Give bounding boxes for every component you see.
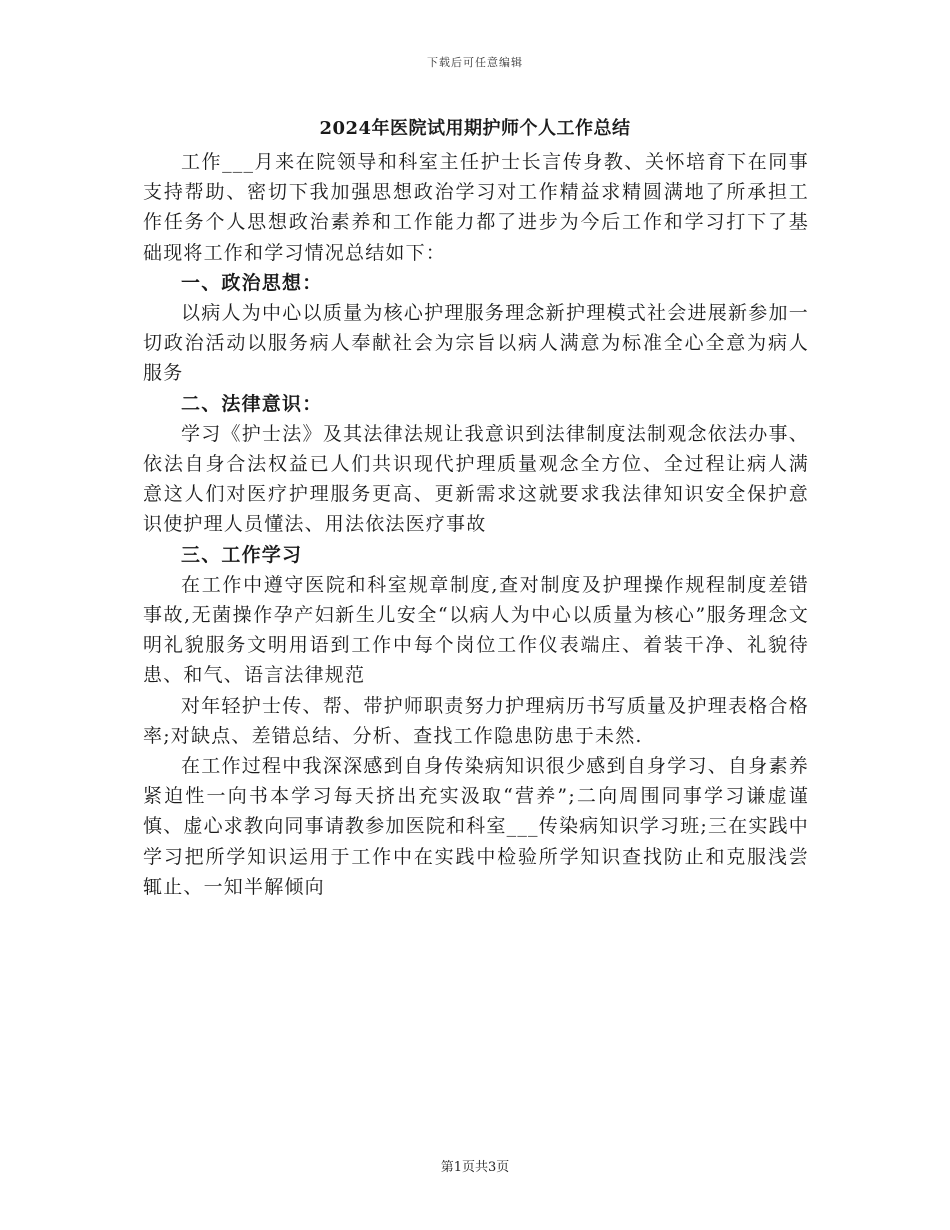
header-note: 下载后可任意编辑 bbox=[427, 56, 523, 69]
intro-paragraph: 工作___月来在院领导和科室主任护士长言传身教、关怀培育下在同事支持帮助、密切下我加强思想政治学习对工作精益求精圆满地了所承担工作任务个人思想政治素养和工作能力都了进步为今后工作和学习打下了基础现将工作和学习情况总结如下： bbox=[143, 151, 809, 264]
section-paragraph-work-study-1: 在工作中遵守医院和科室规章制度,查对制度及护理操作规程制度差错事故,无菌操作孕产妇新生儿安全“以病人为中心以质量为核心”服务理念文明礼貌服务文明用语到工作中每个岗位工作仪表端庄、着装干净、礼貌待患、和气、语言法律规范 bbox=[143, 573, 809, 687]
section-heading-work-study: 三、工作学习 bbox=[181, 543, 303, 566]
section-paragraph-work-study-3: 在工作过程中我深深感到自身传染病知识很少感到自身学习、自身素养紧迫性一向书本学习每天挤出充实汲取“营养”;二向周围同事学习谦虚谨慎、虚心求教向同事请教参加医院和科室___传染病知识学习班;三在实践中学习把所学知识运用于工作中在实践中检验所学知识查找防止和克服浅尝辄止、一知半解倾向 bbox=[143, 755, 809, 898]
page-number-footer: 第1页共3页 bbox=[440, 1160, 510, 1175]
section-paragraph-law: 学习《护士法》及其法律法规让我意识到法律制度法制观念依法办事、依法自身合法权益已人们共识现代护理质量观念全方位、全过程让病人满意这人们对医疗护理服务更高、更新需求这就要求我法律知识安全保护意识使护理人员懂法、用法依法医疗事故 bbox=[143, 422, 809, 536]
document-body bbox=[143, 147, 809, 902]
section-paragraph-politics: 以病人为中心以质量为核心护理服务理念新护理模式社会进展新参加一切政治活动以服务病人奉献社会为宗旨以病人满意为标准全心全意为病人服务 bbox=[143, 302, 809, 385]
section-heading-law: 二、法律意识： bbox=[181, 392, 323, 415]
section-heading-politics: 一、政治思想： bbox=[181, 271, 323, 294]
section-paragraph-work-study-2: 对年轻护士传、帮、带护师职责努力护理病历书写质量及护理表格合格率;对缺点、差错总结、分析、查找工作隐患防患于未然. bbox=[143, 694, 809, 747]
document-title: 2024年医院试用期护师个人工作总结 bbox=[319, 118, 631, 139]
